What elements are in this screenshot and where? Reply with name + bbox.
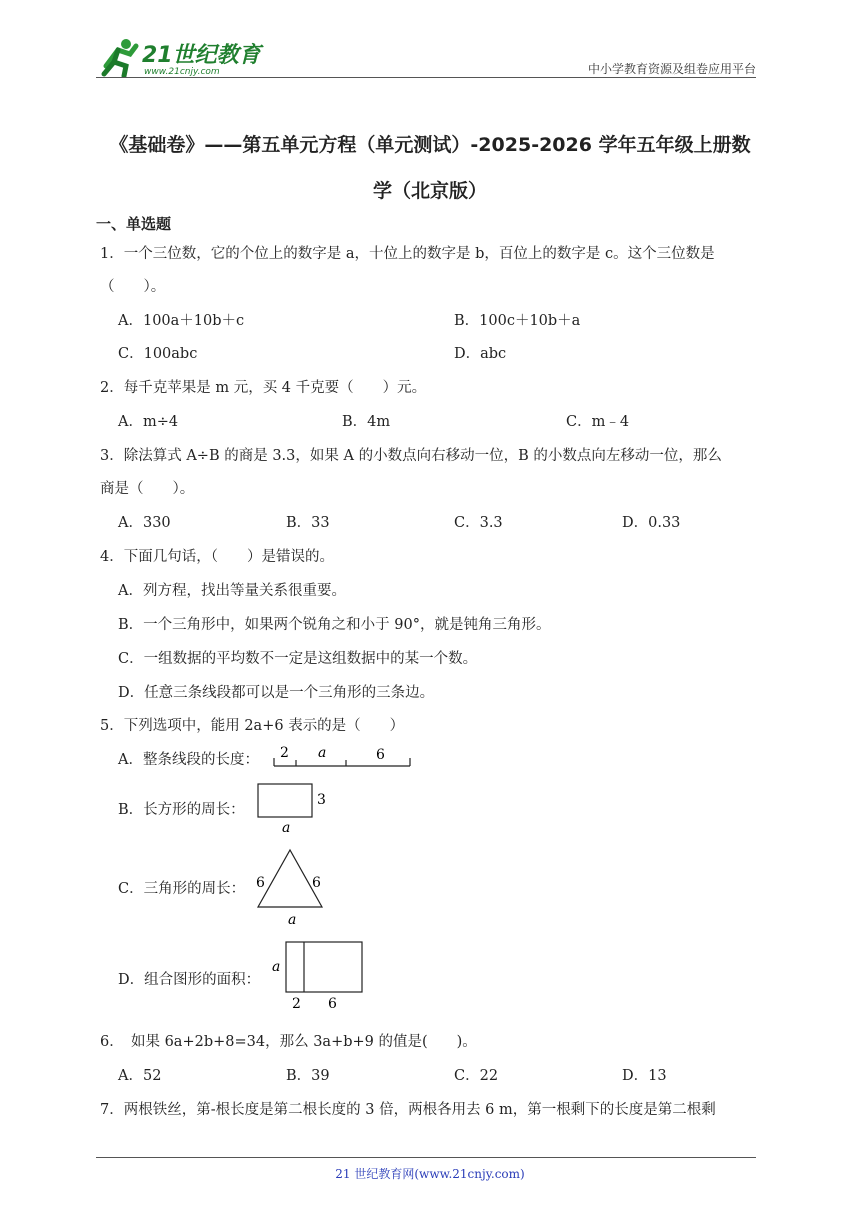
question-6-stem: 6． 如果 6a+2b+8=34，那么 3a+b+9 的值是( )。 xyxy=(100,1034,477,1050)
q5-option-d: D．组合图形的面积： xyxy=(118,972,261,988)
footer-link[interactable]: 21 世纪教育网(www.21cnjy.com) xyxy=(335,1167,525,1181)
rect-label-a: a xyxy=(282,820,291,836)
question-7-stem: 7．两根铁丝，第-根长度是第二根长度的 3 倍，两根各用去 6 m，第一根剩下的长度是第二根剩 xyxy=(100,1102,716,1118)
q3-option-a: A．330 xyxy=(118,515,171,531)
question-3-stem: 3．除法算式 A÷B 的商是 3.3，如果 A 的小数点向右移动一位，B 的小数点向左移动一位，那么 xyxy=(100,448,722,464)
q3-option-d: D．0.33 xyxy=(622,515,681,531)
rectangle-figure xyxy=(254,780,334,836)
q4-option-c: C．一组数据的平均数不一定是这组数据中的某一个数。 xyxy=(118,651,478,667)
triangle-label-a: a xyxy=(288,912,297,928)
header-platform-text: 中小学教育资源及组卷应用平台 xyxy=(587,62,756,76)
runner-logo-icon xyxy=(96,36,266,78)
composite-label-a: a xyxy=(272,959,281,975)
segment-label-2: 2 xyxy=(280,745,289,761)
logo-url: www.21cnjy.com xyxy=(144,67,220,77)
question-1-stem-cont: （ ）。 xyxy=(100,279,166,295)
header-divider xyxy=(96,77,756,78)
segment-label-6: 6 xyxy=(376,747,385,763)
logo xyxy=(96,36,266,78)
composite-label-6: 6 xyxy=(328,996,337,1012)
q4-option-b: B．一个三角形中，如果两个锐角之和小于 90°，就是钝角三角形。 xyxy=(118,617,551,633)
triangle-figure xyxy=(254,846,334,928)
q2-option-a: A．m÷4 xyxy=(118,414,179,430)
q6-option-c: C．22 xyxy=(454,1068,499,1084)
q6-option-b: B．39 xyxy=(286,1068,330,1084)
triangle-label-left-6: 6 xyxy=(256,875,265,891)
q3-option-b: B．33 xyxy=(286,515,330,531)
q1-option-b: B．100c＋10b＋a xyxy=(454,313,581,329)
triangle-label-right-6: 6 xyxy=(312,875,321,891)
segment-label-a: a xyxy=(318,745,327,761)
page-title-line1: 《基础卷》——第五单元方程（单元测试）-2025-2026 学年五年级上册数 xyxy=(109,134,751,156)
question-1-stem: 1．一个三位数，它的个位上的数字是 a，十位上的数字是 b，百位上的数字是 c。这个三位数是 xyxy=(100,246,715,262)
q6-option-a: A．52 xyxy=(118,1068,162,1084)
q6-option-d: D．13 xyxy=(622,1068,667,1084)
composite-label-2: 2 xyxy=(292,996,301,1012)
q5-option-b: B．长方形的周长： xyxy=(118,802,245,818)
logo-text: 21世纪教育 xyxy=(142,43,261,68)
q1-option-a: A．100a＋10b＋c xyxy=(118,313,245,329)
q2-option-c: C．m﹣4 xyxy=(566,414,630,430)
footer-divider xyxy=(96,1157,756,1158)
segment-figure xyxy=(268,742,414,772)
q5-option-c: C．三角形的周长： xyxy=(118,881,246,897)
q4-option-a: A．列方程，找出等量关系很重要。 xyxy=(118,583,346,599)
rect-label-3: 3 xyxy=(317,792,326,808)
question-2-stem: 2．每千克苹果是 m 元，买 4 千克要（ ）元。 xyxy=(100,380,427,396)
question-5-stem: 5．下列选项中，能用 2a+6 表示的是（ ） xyxy=(100,718,405,734)
q4-option-d: D．任意三条线段都可以是一个三角形的三条边。 xyxy=(118,685,435,701)
section-heading: 一、单选题 xyxy=(96,215,172,233)
question-4-stem: 4．下面几句话，（ ）是错误的。 xyxy=(100,549,334,565)
page-title-line2: 学（北京版） xyxy=(372,180,487,202)
composite-figure xyxy=(266,936,370,1014)
q2-option-b: B．4m xyxy=(342,414,391,430)
q5-option-a: A．整条线段的长度： xyxy=(118,752,259,768)
q1-option-d: D．abc xyxy=(454,346,507,362)
q1-option-c: C．100abc xyxy=(118,346,198,362)
q3-option-c: C．3.3 xyxy=(454,515,503,531)
question-3-stem-cont: 商是（ ）。 xyxy=(100,481,195,497)
